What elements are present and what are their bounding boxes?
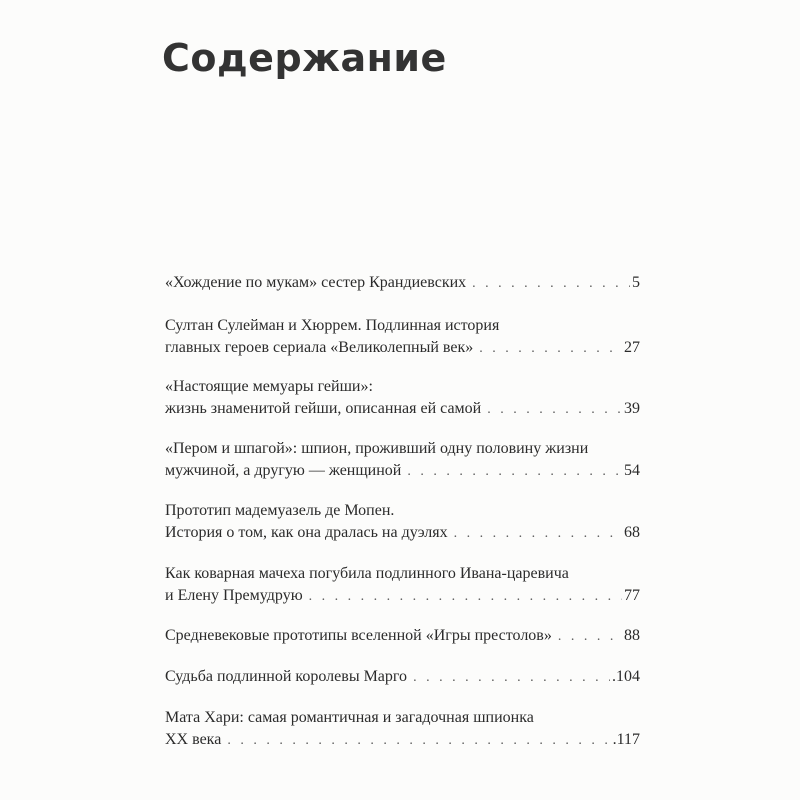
toc-page-number: 68 bbox=[624, 524, 640, 541]
toc-entry-text: Судьба подлинной королевы Марго bbox=[165, 668, 408, 685]
toc-entry-last-line bbox=[165, 522, 640, 545]
toc-entry-last-line bbox=[165, 398, 640, 421]
toc-page-number: 5 bbox=[632, 274, 640, 291]
toc-entry-last-line bbox=[165, 272, 640, 295]
toc-page-number: .104 bbox=[612, 668, 640, 685]
dot-leader bbox=[558, 626, 622, 648]
dot-leader bbox=[479, 338, 622, 360]
toc-entry bbox=[165, 707, 640, 752]
toc-entry-text: Как коварная мачеха погубила подлинного Ивана-царевича bbox=[165, 565, 569, 582]
toc-entry bbox=[165, 625, 640, 648]
toc-entry-text: жизнь знаменитой гейши, описанная ей самой bbox=[165, 400, 482, 417]
toc-entry-last-line bbox=[165, 585, 640, 608]
toc-entry-text: XX века bbox=[165, 731, 222, 748]
toc-entry-text: История о том, как она дралась на дуэлях bbox=[165, 524, 448, 541]
toc-page-number: 77 bbox=[624, 587, 640, 604]
toc-entry bbox=[165, 666, 640, 689]
toc-entry-text: Султан Сулейман и Хюррем. Подлинная история bbox=[165, 317, 500, 334]
toc-entry-last-line bbox=[165, 729, 640, 752]
toc-entry-text: «Хождение по мукам» сестер Крандиевских bbox=[165, 274, 467, 291]
toc-entry-text: Прототип мадемуазель де Мопен. bbox=[165, 502, 395, 519]
toc-entry-text: мужчиной, а другую — женщиной bbox=[165, 462, 402, 479]
dot-leader bbox=[413, 667, 610, 689]
toc-entry bbox=[165, 500, 640, 545]
toc-entry bbox=[165, 563, 640, 608]
toc-entry-last-line bbox=[165, 625, 640, 648]
toc-entry-last-line bbox=[165, 337, 640, 360]
dot-leader bbox=[454, 523, 622, 545]
toc-page-number: 27 bbox=[624, 339, 640, 356]
toc-entry-text: Средневековые прототипы вселенной «Игры престолов» bbox=[165, 627, 552, 644]
dot-leader bbox=[472, 273, 630, 295]
toc-entry bbox=[165, 315, 640, 360]
toc-entry-last-line bbox=[165, 666, 640, 689]
toc-page-number: 88 bbox=[624, 627, 640, 644]
toc-entry-text: «Пером и шпагой»: шпион, проживший одну половину жизни bbox=[165, 440, 589, 457]
dot-leader bbox=[487, 399, 622, 421]
dot-leader bbox=[227, 730, 610, 752]
toc-entry-text: «Настоящие мемуары гейши»: bbox=[165, 378, 373, 395]
toc-entry bbox=[165, 376, 640, 421]
toc-entry bbox=[165, 438, 640, 483]
dot-leader bbox=[407, 461, 622, 483]
page-title: Содержание bbox=[162, 36, 447, 80]
toc-entry-text: Мата Хари: самая романтичная и загадочная шпионка bbox=[165, 709, 534, 726]
toc-page-number: 39 bbox=[624, 400, 640, 417]
toc-page-number: .117 bbox=[612, 731, 640, 748]
toc-page-number: 54 bbox=[624, 462, 640, 479]
toc-entry-text: главных героев сериала «Великолепный век» bbox=[165, 339, 474, 356]
toc-entry-text: и Елену Премудрую bbox=[165, 587, 303, 604]
dot-leader bbox=[309, 586, 622, 608]
toc-entry-last-line bbox=[165, 460, 640, 483]
toc-entry bbox=[165, 272, 640, 295]
